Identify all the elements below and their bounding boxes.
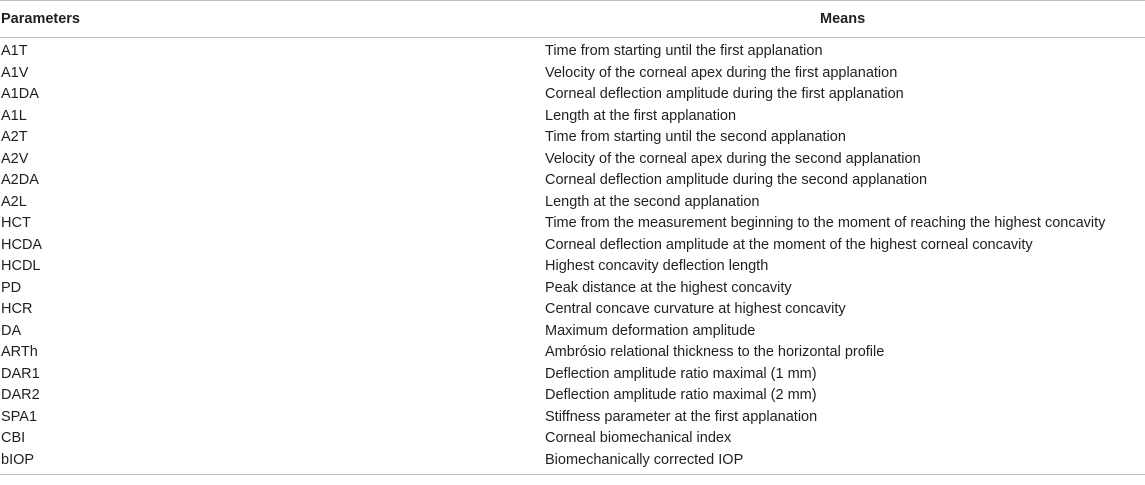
parameter-cell: DAR1 [1,365,40,382]
table-row [0,278,1145,300]
mean-cell: Central concave curvature at highest concavity [545,301,846,317]
parameter-cell: A2T [1,129,28,145]
parameter-cell: A2V [1,150,29,167]
table-row [0,127,1145,149]
header-means: Means [545,1,1145,38]
mean-cell: Maximum deformation amplitude [545,322,756,339]
parameter-cell: HCDL [1,258,41,274]
table-row [0,84,1145,106]
parameter-cell: HCR [1,301,33,317]
table-row [0,385,1145,407]
parameter-cell: HCDA [1,236,43,253]
mean-cell: Corneal deflection amplitude at the moment of the highest corneal concavity [545,236,1033,253]
table-row [0,450,1145,475]
table-row [0,321,1145,343]
table-row [0,213,1145,235]
table-row [0,192,1145,214]
mean-cell: Deflection amplitude ratio maximal (1 mm) [545,365,817,382]
table-row [0,428,1145,450]
table-bottom-rule [0,474,1145,475]
mean-cell: Deflection amplitude ratio maximal (2 mm) [545,387,817,403]
mean-cell: Length at the first applanation [545,107,737,124]
parameter-cell: ARTh [1,344,38,360]
table-row [0,342,1145,364]
parameter-cell: A1L [1,107,27,124]
table-row [0,170,1145,192]
header-row [0,1,1145,38]
mean-cell: Corneal biomechanical index [545,430,732,446]
mean-cell: Velocity of the corneal apex during the first applanation [545,64,898,81]
table-row [0,256,1145,278]
parameter-cell: A2DA [1,172,39,188]
table-row [0,299,1145,321]
mean-cell: Ambrósio relational thickness to the horizontal profile [545,344,885,360]
table-row [0,235,1145,257]
table-row [0,63,1145,85]
mean-cell: Peak distance at the highest concavity [545,279,792,296]
parameter-cell: A1V [1,64,29,81]
header-parameters: Parameters [0,1,545,38]
parameter-cell: A2L [1,193,27,210]
table-header [0,1,1145,38]
mean-cell: Highest concavity deflection length [545,258,769,274]
parameter-cell: DA [1,322,22,339]
parameter-cell: PD [1,279,22,296]
table-row [0,364,1145,386]
parameter-cell: DAR2 [1,387,40,403]
parameter-cell: A1DA [1,86,39,102]
mean-cell: Stiffness parameter at the first applanation [545,408,818,425]
mean-cell: Corneal deflection amplitude during the first applanation [545,86,904,102]
mean-cell: Velocity of the corneal apex during the second applanation [545,150,921,167]
mean-cell: Length at the second applanation [545,193,760,210]
mean-cell: Biomechanically corrected IOP [545,451,744,468]
parameter-cell: bIOP [1,451,35,468]
parameter-cell: CBI [1,430,26,446]
table-row [0,106,1145,128]
table-row [0,407,1145,429]
mean-cell: Corneal deflection amplitude during the second applanation [545,172,928,188]
mean-cell: Time from starting until the first applanation [545,43,823,59]
parameter-cell: A1T [1,43,28,59]
table-body [0,38,1145,475]
parameter-cell: HCT [1,215,31,231]
parameter-cell: SPA1 [1,408,38,425]
mean-cell: Time from starting until the second applanation [545,129,846,145]
mean-cell: Time from the measurement beginning to the moment of reaching the highest concavity [545,215,1106,231]
table-row [0,149,1145,171]
table-row [0,38,1145,63]
